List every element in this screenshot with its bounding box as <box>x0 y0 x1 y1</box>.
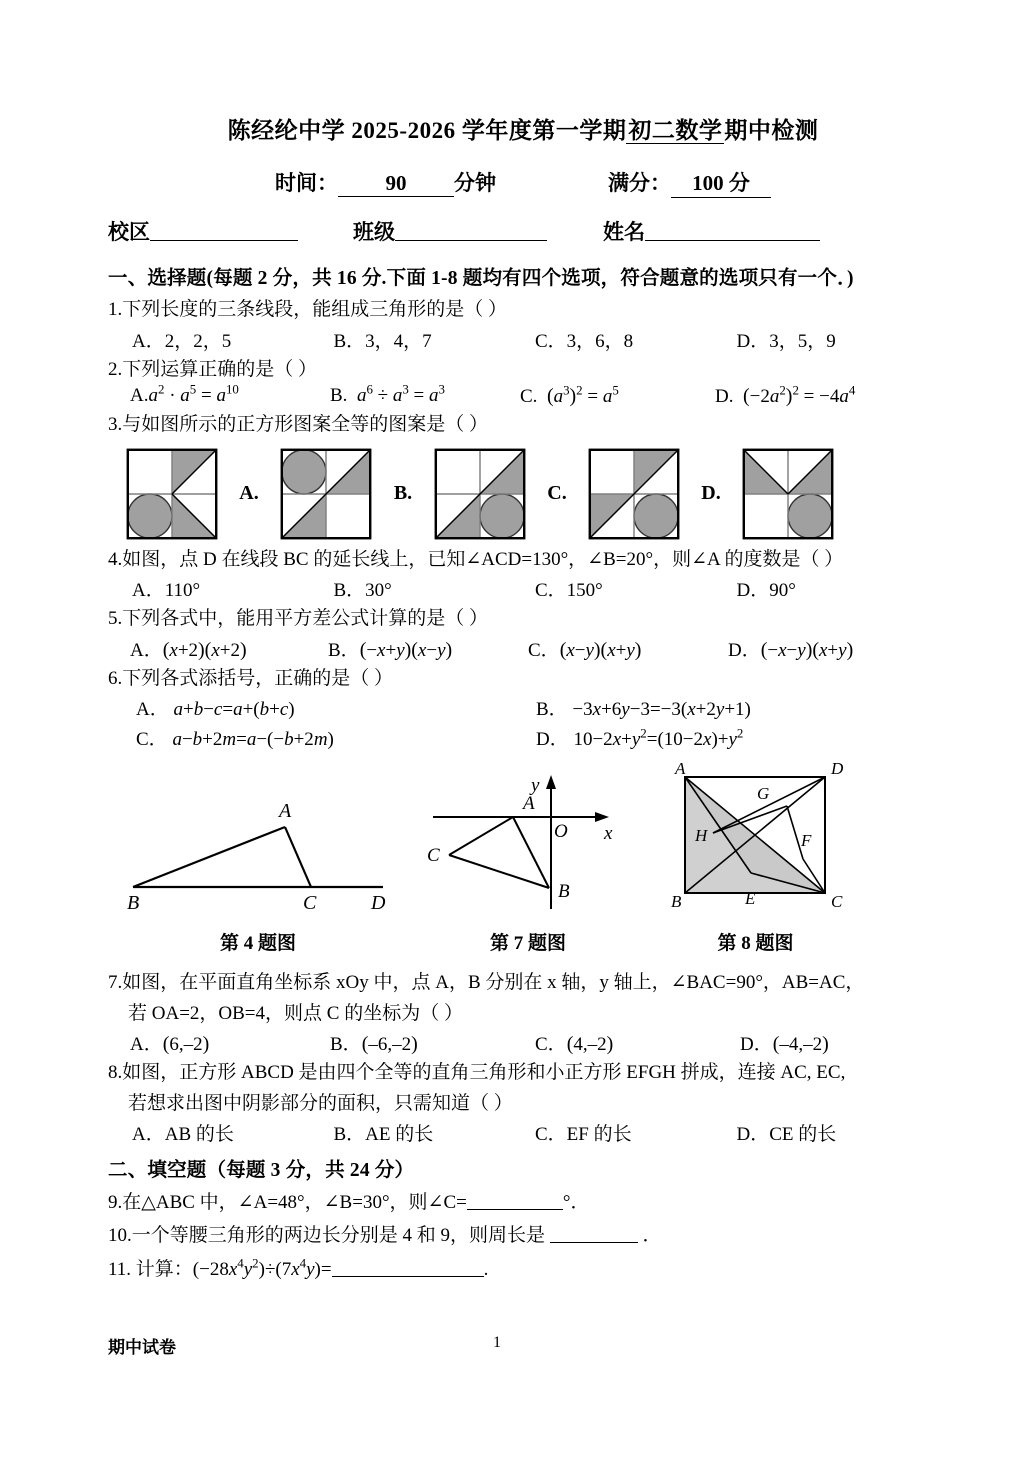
q9-suffix: °． <box>562 1192 590 1213</box>
label-B: B <box>558 881 570 902</box>
option-d[interactable]: D．3，5，9 <box>736 330 836 352</box>
option-b[interactable]: B．(−x+y)(x−y) <box>328 638 453 661</box>
label-y: y <box>531 775 540 796</box>
page-title <box>108 112 938 145</box>
question-6-stem: 6.下列各式添括号，正确的是（ ） <box>108 667 394 689</box>
q4-part1: 4.如图，点 D 在线段 BC 的延长线上，已知∠ACD <box>108 548 522 570</box>
option-d-square-figure[interactable] <box>740 448 836 540</box>
question-6-options-row1 <box>108 694 938 721</box>
option-a[interactable]: A．AB 的长 <box>132 1124 234 1145</box>
label-x: x <box>604 823 613 844</box>
campus-input[interactable] <box>150 219 298 241</box>
time-value: 90 <box>338 171 454 197</box>
title-prefix: 陈经纶中学 2025-2026 学年度第一学期 <box>227 118 627 143</box>
option-c[interactable]: C．150° <box>535 580 603 601</box>
option-c[interactable]: C． a−b+2m=a−(−b+2m) <box>136 729 334 750</box>
question-3-figures <box>108 448 938 540</box>
class-field <box>353 216 603 246</box>
option-d[interactable]: D． $10-2x+y^2=(10-2x)+y^2$ <box>536 725 744 750</box>
option-c[interactable]: C. $(a^3)^2 = a^5$ <box>520 382 619 407</box>
question-4-options <box>108 575 938 602</box>
label-O: O <box>554 821 568 842</box>
score-label: 满分： <box>608 171 671 195</box>
question-3-stem: 3.与如图所示的正方形图案全等的图案是（ ） <box>108 414 489 435</box>
q11-answer-blank[interactable] <box>332 1257 484 1277</box>
question-7-stem-line2: 若 OA=2，OB=4，则点 C 的坐标为（ ） <box>128 1002 463 1024</box>
question-5-stem: 5.下列各式中，能用平方差公式计算的是（ ） <box>108 608 489 629</box>
figure-q7-drawing <box>413 769 643 919</box>
option-a-label[interactable]: A. <box>239 482 259 504</box>
figure-q7 <box>408 769 648 955</box>
figures-row <box>108 761 938 955</box>
time-label: 时间： <box>275 171 338 195</box>
question-10 <box>108 1221 938 1250</box>
label-A: A <box>675 761 686 778</box>
label-B: B <box>127 892 140 914</box>
label-G: G <box>757 784 770 803</box>
score-field <box>608 167 771 198</box>
question-4-stem <box>108 546 938 575</box>
figure-q4-caption: 第 4 题图 <box>219 933 296 954</box>
label-B: B <box>671 892 682 911</box>
section-2-heading: 二、填空题（每题 3 分，共 24 分） <box>108 1160 415 1181</box>
question-8-stem-line1: 8.如图，正方形 ABCD 是由四个全等的直角三角形和小正方形 EFGH 拼成，连接 AC, EC, <box>108 1062 846 1083</box>
figure-q8 <box>648 761 863 955</box>
option-a[interactable]: A．(x+2)(x+2) <box>130 638 247 661</box>
figure-q4 <box>108 769 408 955</box>
option-b[interactable]: B．30° <box>333 580 392 601</box>
label-A: A <box>523 793 535 814</box>
q9-text: 9.在△ABC 中，∠A=48°，∠B=30°，则∠C= <box>108 1192 467 1213</box>
label-C: C <box>831 892 843 911</box>
figure-q8-caption: 第 8 题图 <box>717 933 794 954</box>
option-b[interactable]: B． −3x+6y−3=−3(x+2y+1) <box>536 699 751 720</box>
section-1-heading: 一、选择题(每题 2 分，共 16 分.下面 1-8 题均有四个选项，符合题意的选项只有一个．) <box>108 268 854 289</box>
option-c[interactable]: C．EF 的长 <box>535 1124 632 1145</box>
label-C: C <box>303 892 317 914</box>
option-a[interactable]: A．110° <box>132 580 201 601</box>
option-a[interactable]: $A.a^2 \cdot a^5 = a^{10}$ <box>130 381 239 406</box>
title-subject: 初二数学 <box>628 118 723 143</box>
title-suffix: 期中检测 <box>724 118 819 143</box>
option-d[interactable]: D. $(-2a^2)^2 = -4a^4$ <box>715 382 856 407</box>
q10-suffix: ． <box>642 1225 662 1247</box>
page-footer <box>108 1333 938 1358</box>
option-c-label[interactable]: C. <box>547 482 567 504</box>
q11-suffix: . <box>483 1258 489 1280</box>
question-1-stem: 1.下列长度的三条线段，能组成三角形的是（ ） <box>108 299 508 320</box>
class-label: 班级 <box>353 220 395 244</box>
name-field <box>603 216 938 246</box>
option-b-label[interactable]: B. <box>393 482 413 504</box>
question-11: 11. 计算：$(-28x^4y^2)\div(7x^4y)=$ . <box>108 1255 489 1280</box>
option-b[interactable]: B．(–6,–2) <box>330 1033 418 1055</box>
question-7-stem-line1: 7.如图，在平面直角坐标系 xOy 中，点 A，B 分别在 x 轴，y 轴上，∠BAC=90°，AB=AC， <box>108 972 865 993</box>
question-8-options <box>108 1119 938 1146</box>
question-8-stem-line2: 若想求出图中阴影部分的面积，只需知道（ ） <box>128 1092 513 1114</box>
name-label: 姓名 <box>603 220 645 244</box>
question-5-options <box>108 635 938 662</box>
name-input[interactable] <box>645 219 820 241</box>
option-b[interactable]: B．AE 的长 <box>333 1124 434 1145</box>
q9-answer-blank[interactable] <box>467 1190 563 1210</box>
option-d[interactable]: D．(–4,–2) <box>740 1033 829 1055</box>
label-E: E <box>745 889 756 908</box>
option-a[interactable]: A．(6,–2) <box>130 1033 210 1055</box>
figure-q8-drawing <box>653 761 858 919</box>
option-b-square-figure[interactable] <box>432 448 528 540</box>
q4-part2: =130°，∠B <box>521 548 616 570</box>
question-9 <box>108 1188 938 1217</box>
option-c[interactable]: C．(4,–2) <box>535 1033 614 1055</box>
option-c-square-figure[interactable] <box>586 448 682 540</box>
option-b[interactable]: B. $a^6 \div a^3 = a^3$ <box>330 381 445 406</box>
option-c[interactable]: C．3，6，8 <box>535 330 634 352</box>
q10-answer-blank[interactable] <box>550 1223 638 1243</box>
class-input[interactable] <box>395 219 547 241</box>
label-F: F <box>801 831 812 850</box>
student-id-row <box>108 216 938 246</box>
page-number: 1 <box>493 1334 501 1351</box>
label-A: A <box>279 800 292 822</box>
label-D: D <box>831 761 844 778</box>
question-1-options <box>108 326 938 353</box>
option-d[interactable]: D．90° <box>736 580 796 601</box>
figure-q7-caption: 第 7 题图 <box>489 933 566 954</box>
q4-part3: =20°，则∠A 的度数是（ ） <box>615 548 844 570</box>
label-D: D <box>371 892 386 914</box>
option-d-label[interactable]: D. <box>701 482 721 504</box>
campus-field <box>108 216 353 246</box>
time-unit: 分钟 <box>454 171 496 195</box>
reference-square-figure <box>124 448 220 540</box>
question-7-options <box>108 1029 938 1056</box>
question-6-options-row2 <box>108 724 938 751</box>
option-d[interactable]: D．(−x−y)(x+y) <box>728 638 854 661</box>
time-field <box>275 167 496 198</box>
meta-row <box>108 167 938 198</box>
score-value: 100 分 <box>671 167 771 198</box>
question-2-stem: 2.下列运算正确的是（ ） <box>108 358 318 380</box>
option-a[interactable]: A．2，2，5 <box>132 330 232 352</box>
footer-label: 期中试卷 <box>108 1338 176 1357</box>
label-H: H <box>695 826 708 845</box>
option-b[interactable]: B．3，4，7 <box>333 330 432 352</box>
option-c[interactable]: C．(x−y)(x+y) <box>528 638 642 661</box>
question-2-options <box>108 381 938 408</box>
label-C: C <box>427 845 440 866</box>
page-content <box>108 112 938 1288</box>
q10-text: 10.一个等腰三角形的两边长分别是 4 和 9，则周长是 <box>108 1225 546 1247</box>
campus-label: 校区 <box>108 220 150 244</box>
option-a-square-figure[interactable] <box>278 448 374 540</box>
option-d[interactable]: D．CE 的长 <box>736 1124 837 1145</box>
figure-q4-drawing <box>113 769 403 919</box>
option-a[interactable]: A． a+b−c=a+(b+c) <box>136 699 295 720</box>
